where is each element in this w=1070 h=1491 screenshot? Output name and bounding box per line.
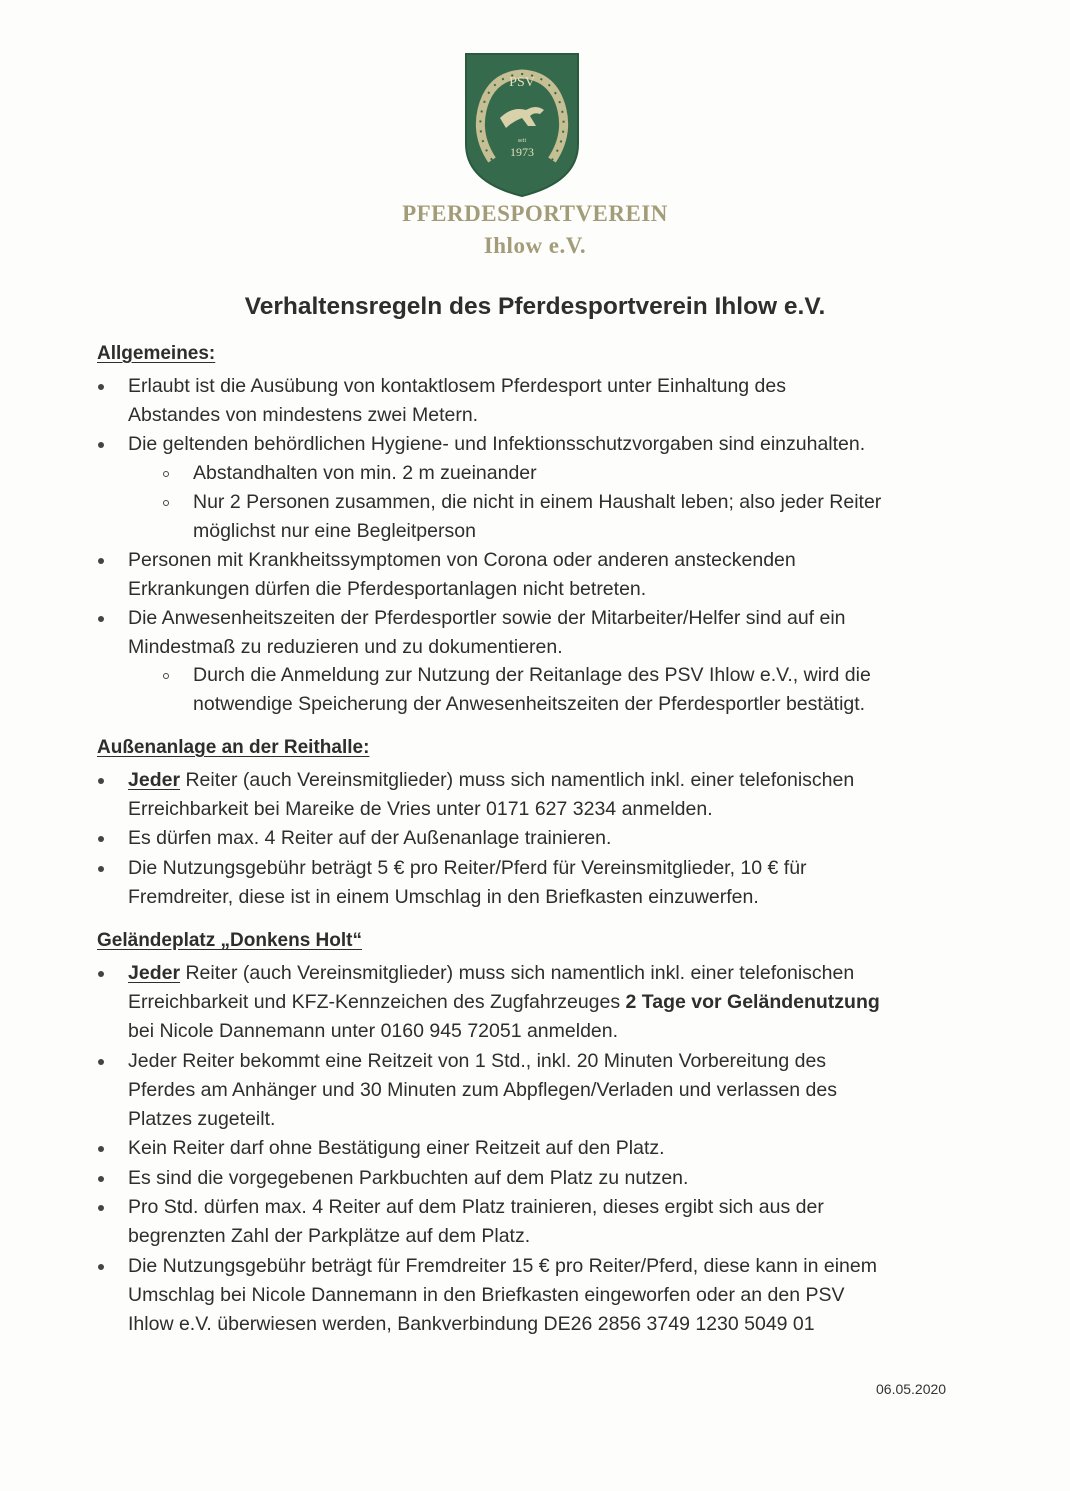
bullet-icon <box>98 1264 104 1270</box>
bullet-icon <box>98 616 104 622</box>
bullet-icon <box>98 1059 104 1065</box>
bullet-icon <box>98 1146 104 1152</box>
sub-list-item: Abstandhalten von min. 2 m zueinander <box>193 459 537 488</box>
list-item-continuation: Umschlag bei Nicole Dannemann in den Briefkasten eingeworfen oder an den PSV <box>128 1284 845 1306</box>
bullet-icon <box>98 778 104 784</box>
list-item: Erlaubt ist die Ausübung von kontaktlosem Pferdesport unter Einhaltung des <box>128 372 786 401</box>
list-item: Jeder Reiter bekommt eine Reitzeit von 1 Std., inkl. 20 Minuten Vorbereitung des <box>128 1047 826 1076</box>
list-item-continuation: Platzes zugeteilt. <box>128 1108 276 1130</box>
section-heading-gelaende: Geländeplatz „Donkens Holt“ <box>97 930 362 951</box>
list-item-continuation: bei Nicole Dannemann unter 0160 945 72051 anmelden. <box>128 1020 619 1042</box>
list-item-continuation: Fremdreiter, diese ist in einem Umschlag in den Briefkasten einzuwerfen. <box>128 886 759 908</box>
bullet-icon <box>98 836 104 842</box>
bullet-icon <box>98 384 104 390</box>
list-item: Kein Reiter darf ohne Bestätigung einer Reitzeit auf den Platz. <box>128 1134 665 1163</box>
list-item-continuation: begrenzten Zahl der Parkplätze auf dem Platz. <box>128 1225 531 1247</box>
list-item-continuation: Erreichbarkeit bei Mareike de Vries unter 0171 627 3234 anmelden. <box>128 798 713 820</box>
list-item: Die geltenden behördlichen Hygiene- und Infektionsschutzvorgaben sind einzuhalten. <box>128 430 865 459</box>
club-name-line2: Ihlow e.V. <box>483 233 587 258</box>
circle-bullet-icon <box>163 471 169 477</box>
club-name-line1: PFERDESPORTVEREIN <box>402 201 668 226</box>
bullet-icon <box>98 1176 104 1182</box>
list-item: Es dürfen max. 4 Reiter auf der Außenanlage trainieren. <box>128 824 611 853</box>
logo-since-text: seit <box>517 138 527 144</box>
list-item: Die Nutzungsgebühr beträgt 5 € pro Reiter/Pferd für Vereinsmitglieder, 10 € für <box>128 854 807 883</box>
sub-list-item: Nur 2 Personen zusammen, die nicht in einem Haushalt leben; also jeder Reiter <box>193 488 881 517</box>
list-item-continuation: Erkrankungen dürfen die Pferdesportanlagen nicht betreten. <box>128 578 647 600</box>
section-heading-allgemeines: Allgemeines: <box>97 343 216 364</box>
list-item-continuation: Erreichbarkeit und KFZ-Kennzeichen des Zugfahrzeuges 2 Tage vor Geländenutzung <box>128 991 880 1013</box>
list-item: Personen mit Krankheitssymptomen von Corona oder anderen ansteckenden <box>128 546 796 575</box>
sub-list-item-continuation: möglichst nur eine Begleitperson <box>193 520 476 542</box>
list-item: Jeder Reiter (auch Vereinsmitglieder) muss sich namentlich inkl. einer telefonischen <box>128 959 854 988</box>
circle-bullet-icon <box>163 500 169 506</box>
circle-bullet-icon <box>163 673 169 679</box>
bullet-icon <box>98 558 104 564</box>
logo-badge-text: PSV <box>509 75 535 90</box>
list-item-continuation: Ihlow e.V. überwiesen werden, Bankverbindung DE26 2856 3749 1230 5049 01 <box>128 1313 815 1335</box>
list-item-continuation: Abstandes von mindestens zwei Metern. <box>128 404 479 426</box>
list-item: Die Nutzungsgebühr beträgt für Fremdreiter 15 € pro Reiter/Pferd, diese kann in einem <box>128 1252 877 1281</box>
list-item-continuation: Mindestmaß zu reduzieren und zu dokumentieren. <box>128 636 563 658</box>
sub-list-item: Durch die Anmeldung zur Nutzung der Reitanlage des PSV Ihlow e.V., wird die <box>193 661 871 690</box>
logo-year-text: 1973 <box>510 145 534 159</box>
list-item: Jeder Reiter (auch Vereinsmitglieder) muss sich namentlich inkl. einer telefonischen <box>128 766 854 795</box>
list-item: Pro Std. dürfen max. 4 Reiter auf dem Platz trainieren, dieses ergibt sich aus der <box>128 1193 824 1222</box>
bullet-icon <box>98 1205 104 1211</box>
sub-list-item-continuation: notwendige Speicherung der Anwesenheitszeiten der Pferdesportler bestätigt. <box>193 693 866 715</box>
bullet-icon <box>98 866 104 872</box>
list-item: Es sind die vorgegebenen Parkbuchten auf dem Platz zu nutzen. <box>128 1164 688 1193</box>
bullet-icon <box>98 442 104 448</box>
section-heading-aussenanlage: Außenanlage an der Reithalle: <box>97 737 370 758</box>
list-item: Die Anwesenheitszeiten der Pferdesportler sowie der Mitarbeiter/Helfer sind auf ein <box>128 604 846 633</box>
document-date: 06.05.2020 <box>876 1381 947 1397</box>
document-title: Verhaltensregeln des Pferdesportverein Ihlow e.V. <box>244 293 826 320</box>
list-item-continuation: Pferdes am Anhänger und 30 Minuten zum Abpflegen/Verladen und verlassen des <box>128 1079 837 1101</box>
bullet-icon <box>98 971 104 977</box>
club-logo <box>462 52 582 198</box>
